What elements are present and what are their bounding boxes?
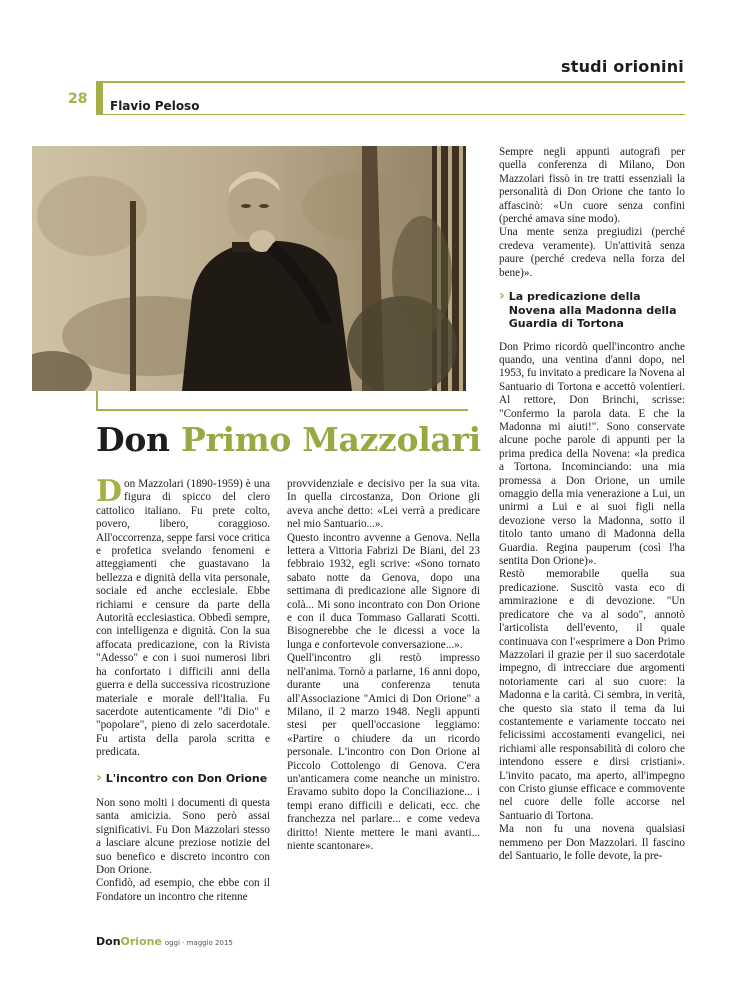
drop-cap: D: [96, 474, 123, 509]
title-part-name: Primo Mazzolari: [180, 420, 481, 459]
footer-masthead: [96, 935, 233, 948]
subheading: › La predicazione della Novena alla Madonna della Guardia di Tortona: [499, 288, 677, 331]
portrait-photo: [32, 146, 466, 391]
text-column-2: [287, 478, 480, 853]
paragraph: Quell'incontro gli restò impresso nell'anima. Tornò a parlarne, 16 anni dopo, durante una conferenza tenuta all'Associazione "Amici di Don Orione" a Milano, il 2 marzo 1948. Negli appunti stesi per quell'occasione leggiamo: «Partire o chiudere da un ricordo personale. L'incontro con Don Orione al Piccolo Cottolengo di Genova. C'era un'anticamera come neanche un ministro. Eravamo subito dopo la Conciliazione... i tempi erano difficili e delicati, ecc. che franchezza nel parlare... e come vedeva diritto! Niente mettere le mani avanti... niente scantonare».: [287, 652, 480, 852]
chevron-right-icon: ›: [499, 288, 505, 305]
author-name: Flavio Peloso: [110, 99, 200, 113]
footer-issue: oggi · maggio 2015: [164, 939, 233, 947]
section-title: studi orionini: [561, 57, 684, 76]
paragraph: Non sono molti i documenti di questa santa amicizia. Sono però assai significativi. Fu Don Mazzolari stesso a lasciare alcune preziose notizie del suo benefico e discreto incontro con Don Orione.: [96, 797, 270, 877]
page-number: 28: [68, 91, 88, 107]
article-title: [96, 420, 481, 459]
header-rule: [96, 81, 685, 83]
header-rule-thin: [103, 114, 685, 115]
footer-brand-don: Don: [96, 935, 121, 948]
paragraph: provvidenziale e decisivo per la sua vita. In quella circostanza, Don Orione gli aveva anche detto: «Lei verrà a predicare nel mio Santuario...».: [287, 478, 480, 531]
paragraph: Questo incontro avvenne a Genova. Nella lettera a Vittoria Fabrizi De Biani, del 23 febbraio 1932, egli scrive: «Sono tornato sabato notte da Genova, dopo una settimana di predicazione alle Signore di colà... Mi sono incontrato con Don Orione e con il duca Tommaso Gallarati Scotti. Bisognerebbe che le dicessi a voce la lunga e confortevole conversazione...».: [287, 531, 480, 651]
paragraph: Don Primo ricordò quell'incontro anche quando, una ventina d'anni dopo, nel 1953, fu invitato a predicare la Novena al Santuario di Tortona e accettò volentieri. Al rettore, Don Brinchi, scrisse: "Confermo la parola data. E che la Madonna mi aiuti!". Sono conservate alcune poche parole di appunti per la prima predica della Novena: «la predica a Tortona. Incominciando: una mia promessa a Don Orione, un umile omaggio della mia venerazione a Lui, un unirmi a Lui e ai suoi figli nella devozione verso la Madonna, sotto il titolo tanto umano di Madonna della Guardia. Regina pauperum (così l'ha sentita Don Orione)».: [499, 340, 685, 568]
paragraph: Restò memorabile quella sua predicazione. Suscitò vasta eco di ammirazione e di devozione. "Un predicatore che va al sodo", annotò l'articolista dell'evento, il quale continuava con l'«esprimere a Don Primo Mazzolari il grazie per il suo sacerdotale impegno, di intrecciare due argomenti notoriamente cari al suo cuore: la Madonna e la carità. Ci sembra, in verità, che questo sia stato il tema da lui costantemente e variamente toccato nei felicissimi accostamenti evangelici, nei richiami alle responsabilità di coloro che intendono essere e dirsi cristiani». L'invito pacato, ma aperto, all'impegno con Cristo giunse efficace e commovente nel cuore delle folle accorse nel Santuario di Tortona.: [499, 568, 685, 822]
footer-brand-orione: Orione: [120, 935, 162, 948]
title-part-don: Don: [96, 420, 170, 459]
photo-frame-line: [96, 391, 98, 411]
photo-frame-line: [96, 409, 468, 411]
paragraph: Sempre negli appunti autografi per quella conferenza di Milano, Don Mazzolari fissò in tre tratti essenziali la personalità di Don Orione che tanto lo affascinò: «Un cuore senza confini (perché amava sine modo).: [499, 146, 685, 226]
header-accent-block: [96, 82, 103, 115]
paragraph: Una mente senza pregiudizi (perché credeva veramente). Un'attività senza paure (perché credeva nella forza del bene)».: [499, 226, 685, 279]
paragraph: Ma non fu una novena qualsiasi nemmeno per Don Mazzolari. Il fascino del Santuario, le folle devote, la pre-: [499, 823, 685, 862]
text-column-1: [96, 474, 270, 904]
chevron-right-icon: ›: [96, 769, 102, 786]
paragraph: Don Mazzolari (1890-1959) è una figura di spicco del clero cattolico italiano. Fu prete colto, povero, libero, coraggioso. All'occorrenza, seppe farsi voce critica e profetica svelando fenomeni e atteggiamenti che guastavano la bellezza e dignità della vita personale, sociale ed anche ecclesiale. Ebbe richiami e censure da parte della Autorità ecclesiastica. Obbedì sempre, con intelligenza e dignità. Con la sua affocata predicazione, con la Rivista "Adesso" e con i suoi numerosi libri ha confortato i difficili anni della guerra e della successiva ricostruzione materiale e morale dell'Italia. Fu sacerdote autenticamente "di Dio" e "popolare", pieno di zelo sacerdotale. Fu artista della parola scritta e predicata.: [96, 474, 270, 759]
paragraph: Confidò, ad esempio, che ebbe con il Fondatore un incontro che ritenne: [96, 877, 270, 903]
text-column-3: [499, 146, 685, 863]
subheading: › L'incontro con Don Orione: [96, 769, 268, 786]
